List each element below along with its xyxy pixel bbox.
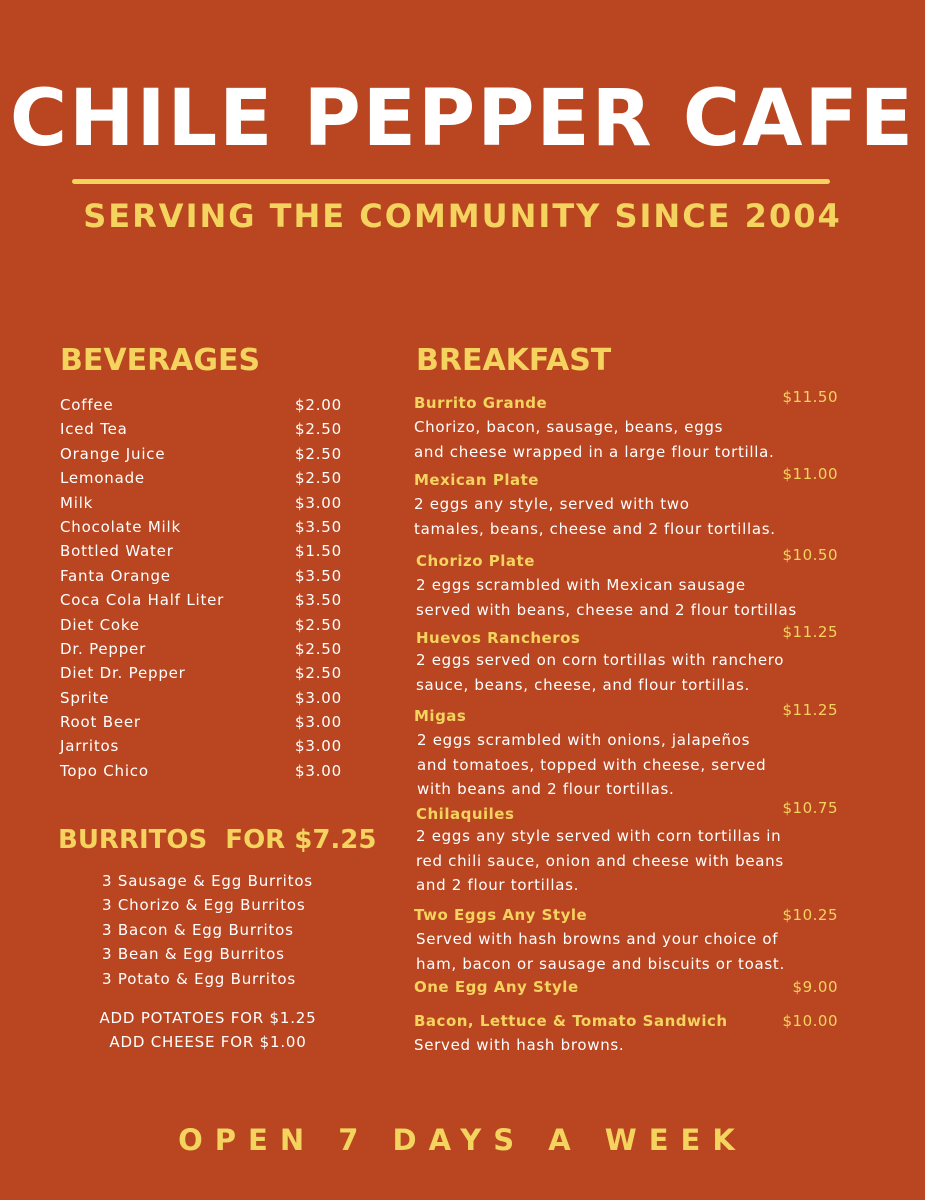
beverage-row: [60, 515, 342, 539]
beverage-price: $3.50: [295, 591, 342, 610]
breakfast-item-name: Mexican Plate: [414, 471, 539, 489]
breakfast-item-desc: [416, 824, 806, 898]
beverage-price: $3.00: [295, 493, 342, 512]
desc-line: tamales, beans, cheese and 2 flour tortillas.: [414, 519, 776, 538]
beverages-heading: BEVERAGES: [60, 343, 261, 378]
desc-line: Served with hash browns.: [414, 1036, 625, 1054]
breakfast-item: [416, 546, 846, 622]
beverage-row: [60, 564, 342, 588]
beverage-name: Sprite: [60, 688, 110, 707]
burrito-item: 3 Sausage & Egg Burritos: [102, 872, 313, 890]
breakfast-item-price: $10.75: [782, 799, 838, 817]
beverage-price: $2.50: [295, 420, 342, 439]
breakfast-item-desc: [414, 1033, 804, 1058]
breakfast-item-name: Two Eggs Any Style: [414, 906, 588, 924]
beverage-name: Bottled Water: [60, 542, 174, 561]
breakfast-item-name: Burrito Grande: [414, 394, 548, 412]
breakfast-item-name: Migas: [414, 707, 467, 725]
breakfast-item: [414, 465, 844, 541]
breakfast-item-price: $11.25: [782, 701, 838, 719]
desc-line: and 2 flour tortillas.: [416, 876, 580, 894]
beverage-row: [60, 734, 342, 758]
breakfast-item: [414, 1011, 844, 1058]
desc-line: 2 eggs any style served with corn tortillas in: [416, 827, 782, 845]
breakfast-item-price: $10.00: [782, 1012, 838, 1030]
beverage-name: Topo Chico: [60, 761, 149, 780]
desc-line: 2 eggs any style, served with two: [414, 495, 690, 513]
addon-potatoes: ADD POTATOES FOR $1.25: [99, 1009, 317, 1027]
beverage-name: Diet Dr. Pepper: [60, 664, 186, 683]
desc-line: 2 eggs served on corn tortillas with ranchero: [416, 651, 785, 669]
breakfast-item: [416, 799, 846, 898]
beverage-price: $2.50: [295, 615, 342, 634]
addon-cheese: ADD CHEESE FOR $1.00: [109, 1033, 307, 1051]
beverage-row: [60, 466, 342, 490]
breakfast-item-price: $10.25: [782, 906, 838, 924]
breakfast-item-name: Bacon, Lettuce & Tomato Sandwich: [414, 1012, 728, 1030]
breakfast-item-name: Chilaquiles: [416, 805, 515, 823]
burrito-item: 3 Bacon & Egg Burritos: [102, 920, 294, 939]
breakfast-item: [416, 623, 846, 697]
beverage-name: Lemonade: [60, 469, 145, 488]
beverage-name: Root Beer: [60, 713, 141, 732]
breakfast-heading: BREAKFAST: [416, 343, 612, 378]
desc-line: with beans and 2 flour tortillas.: [417, 780, 675, 798]
cafe-title: CHILE PEPPER CAFE: [9, 74, 916, 164]
desc-line: Served with hash browns and your choice of: [416, 930, 779, 948]
cafe-subtitle: SERVING THE COMMUNITY SINCE 2004: [83, 197, 842, 235]
desc-line: red chili sauce, onion and cheese with beans: [416, 851, 784, 870]
beverages-list: [60, 393, 342, 783]
beverage-name: Dr. Pepper: [60, 639, 147, 658]
desc-line: 2 eggs scrambled with onions, jalapeños: [417, 731, 751, 749]
beverage-name: Chocolate Milk: [60, 517, 181, 536]
beverage-price: $3.00: [295, 737, 342, 756]
beverage-name: Iced Tea: [60, 420, 128, 439]
beverage-row: [60, 686, 342, 710]
beverage-row: [60, 710, 342, 734]
beverage-name: Orange Juice: [60, 444, 166, 463]
beverage-name: Coca Cola Half Liter: [60, 591, 225, 610]
beverage-row: [60, 393, 342, 417]
breakfast-item: [414, 701, 844, 802]
beverage-price: $3.50: [295, 517, 342, 536]
beverage-price: $2.50: [295, 639, 342, 658]
desc-line: served with beans, cheese and 2 flour tortillas: [416, 600, 797, 619]
beverage-price: $1.50: [295, 542, 342, 561]
burritos-list: [102, 869, 313, 991]
breakfast-item-price: $11.50: [782, 388, 838, 406]
breakfast-item-name: Chorizo Plate: [416, 552, 535, 570]
beverage-row: [60, 588, 342, 612]
beverage-price: $3.00: [295, 761, 342, 780]
desc-line: ham, bacon or sausage and biscuits or toast.: [416, 954, 785, 973]
breakfast-item-desc: [417, 728, 807, 802]
breakfast-item-price: $11.25: [782, 623, 838, 641]
beverage-price: $2.50: [295, 444, 342, 463]
beverage-price: $3.50: [295, 566, 342, 585]
beverage-row: [60, 637, 342, 661]
breakfast-item: [414, 388, 844, 464]
beverage-price: $2.50: [295, 469, 342, 488]
breakfast-item-name: One Egg Any Style: [414, 978, 579, 996]
breakfast-item-desc: [416, 573, 806, 622]
beverage-price: $2.00: [295, 396, 342, 414]
beverage-row: [60, 759, 342, 783]
breakfast-item-desc: [414, 492, 804, 541]
beverage-row: [60, 539, 342, 563]
beverage-row: [60, 442, 342, 466]
breakfast-item: [414, 905, 844, 976]
desc-line: sauce, beans, cheese, and flour tortillas.: [416, 675, 750, 694]
burritos-heading: BURRITOS FOR $7.25: [58, 825, 377, 855]
beverage-name: Coffee: [60, 396, 114, 414]
breakfast-item: [414, 977, 844, 997]
burrito-item: 3 Potato & Egg Burritos: [102, 969, 296, 988]
desc-line: 2 eggs scrambled with Mexican sausage: [416, 576, 746, 594]
breakfast-item-name: Huevos Rancheros: [416, 629, 581, 647]
beverage-row: [60, 417, 342, 441]
beverage-name: Fanta Orange: [60, 566, 171, 585]
beverage-price: $2.50: [295, 664, 342, 683]
breakfast-item-price: $9.00: [792, 978, 838, 996]
breakfast-item-desc: [414, 415, 804, 464]
beverage-name: Diet Coke: [60, 615, 140, 634]
desc-line: and cheese wrapped in a large flour tortilla.: [414, 442, 775, 461]
footer-hours: OPEN 7 DAYS A WEEK: [178, 1123, 747, 1157]
beverage-row: [60, 613, 342, 637]
breakfast-item-price: $11.00: [782, 465, 838, 483]
beverage-row: [60, 661, 342, 685]
title-underline: [72, 179, 830, 184]
beverage-row: [60, 491, 342, 515]
beverage-name: Jarritos: [60, 737, 120, 756]
beverage-name: Milk: [60, 493, 94, 512]
beverage-price: $3.00: [295, 688, 342, 707]
burrito-item: 3 Chorizo & Egg Burritos: [102, 896, 306, 915]
breakfast-item-price: $10.50: [782, 546, 838, 564]
desc-line: Chorizo, bacon, sausage, beans, eggs: [414, 418, 724, 436]
beverage-price: $3.00: [295, 713, 342, 732]
breakfast-item-desc: [416, 648, 806, 697]
breakfast-item-desc: [416, 927, 806, 976]
burrito-item: 3 Bean & Egg Burritos: [102, 945, 285, 964]
desc-line: and tomatoes, topped with cheese, served: [417, 755, 767, 774]
